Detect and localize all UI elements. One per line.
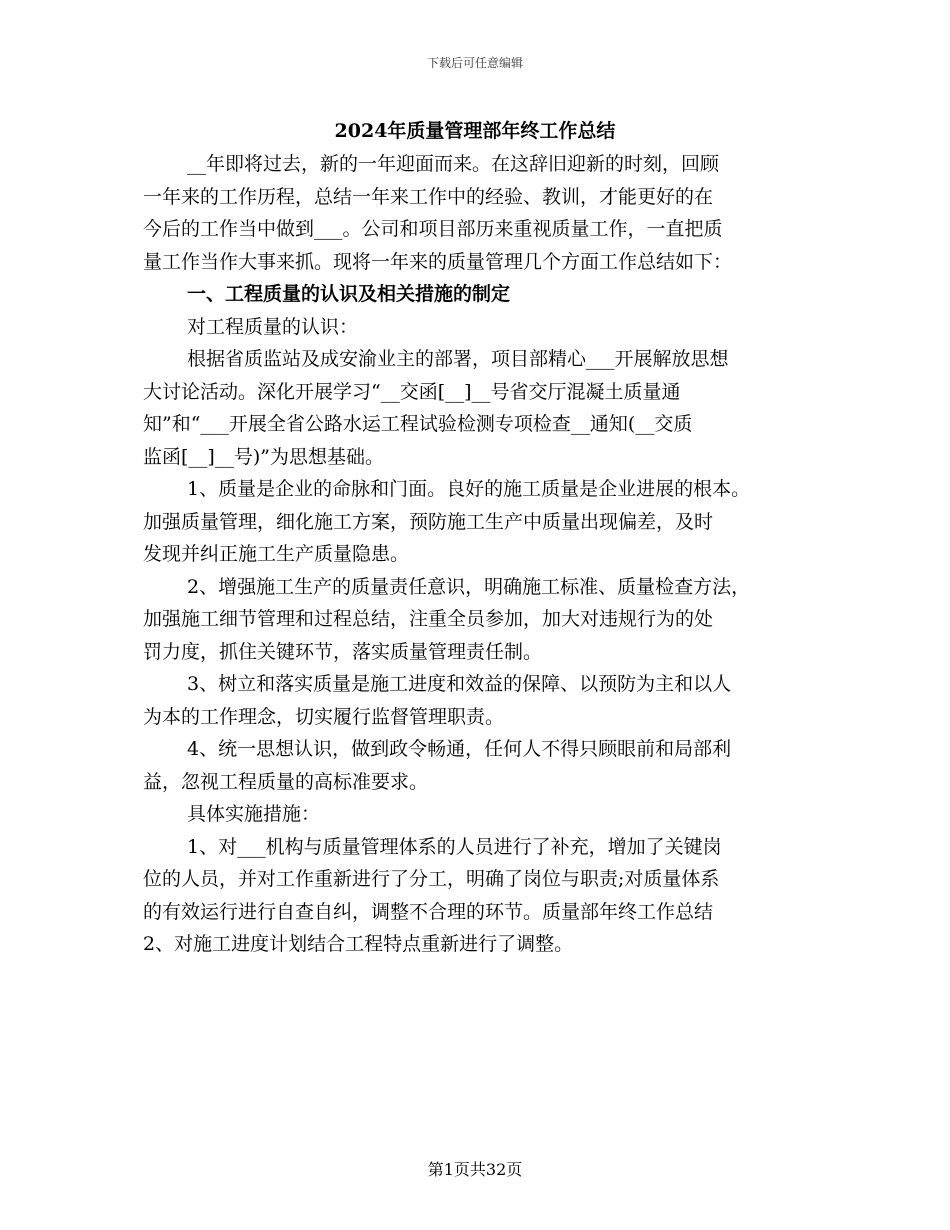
document-title: 2024年质量管理部年终工作总结 [334, 120, 616, 142]
page-footer: 第1页共32页 [427, 1160, 523, 1179]
body-line: 量工作当作大事来抓。现将一年来的质量管理几个方面工作总结如下： [143, 250, 733, 273]
body-line: 4、统一思想认识，做到政令畅通，任何人不得只顾眼前和局部利 [187, 738, 732, 760]
header-note: 下载后可任意编辑 [426, 56, 523, 70]
body-line: 2、增强施工生产的质量责任意识，明确施工标准、质量检查方法， [187, 575, 751, 598]
body-line: 大讨论活动。深化开展学习“__交函[__]__号省交厅混凝土质量通 [143, 380, 681, 403]
body-line: 对工程质量的认识： [187, 315, 359, 338]
body-line: 监函[__]__号)”为思想基础。 [143, 445, 384, 468]
body-line: 1、质量是企业的命脉和门面。良好的施工质量是企业进展的根本。 [187, 478, 751, 500]
body-line: 2、对施工进度计划结合工程特点重新进行了调整。 [143, 933, 574, 955]
body-line: 一年来的工作历程，总结一年来工作中的经验、教训，才能更好的在 [143, 185, 714, 208]
body-line: 罚力度，抓住关键环节，落实质量管理责任制。 [143, 640, 543, 663]
section-heading: 一、工程质量的认识及相关措施的制定 [187, 283, 511, 305]
body-line: 加强质量管理，细化施工方案，预防施工生产中质量出现偏差，及时 [143, 510, 714, 533]
body-line: 位的人员，并对工作重新进行了分工，明确了岗位与职责;对质量体系 [143, 868, 720, 890]
body-line: 益，忽视工程质量的高标准要求。 [143, 770, 429, 793]
document-body [143, 148, 828, 961]
body-line: 知”和“___开展全省公路水运工程试验检测专项检查__通知(__交质 [143, 413, 693, 435]
body-line: 发现并纠正施工生产质量隐患。 [143, 543, 410, 565]
body-line: 1、对___机构与质量管理体系的人员进行了补充，增加了关键岗 [187, 835, 722, 858]
body-line: __年即将过去，新的一年迎面而来。在这辞旧迎新的时刻，回顾 [187, 153, 720, 175]
body-line: 3、树立和落实质量是施工进度和效益的保障、以预防为主和以人 [187, 673, 732, 695]
body-line: 具体实施措施： [187, 803, 321, 825]
body-line: 今后的工作当中做到___。公司和项目部历来重视质量工作，一直把质 [143, 218, 723, 240]
body-line: 为本的工作理念，切实履行监督管理职责。 [143, 705, 505, 728]
body-line: 的有效运行进行自查自纠，调整不合理的环节。质量部年终工作总结 [143, 900, 714, 923]
body-line: 根据省质监站及成安渝业主的部署，项目部精心___开展解放思想 [187, 348, 729, 370]
body-line: 加强施工细节管理和过程总结，注重全员参加，加大对违规行为的处 [143, 608, 714, 630]
